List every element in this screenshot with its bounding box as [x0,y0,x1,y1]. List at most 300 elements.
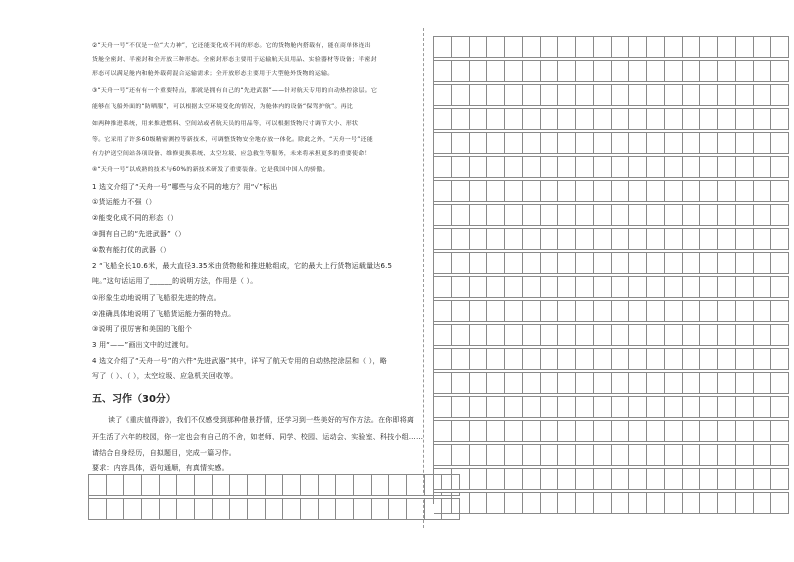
grid-cell[interactable] [576,373,594,394]
grid-cell[interactable] [754,253,772,274]
grid-cell[interactable] [160,475,178,496]
grid-cell[interactable] [612,325,630,346]
grid-cell[interactable] [523,397,541,418]
grid-cell[interactable] [470,109,488,130]
grid-cell[interactable] [434,349,452,370]
grid-cell[interactable] [434,85,452,106]
grid-cell[interactable] [754,397,772,418]
grid-cell[interactable] [523,157,541,178]
grid-cell[interactable] [612,469,630,490]
grid-cell[interactable] [700,37,718,58]
grid-cell[interactable] [683,301,701,322]
grid-cell[interactable] [629,133,647,154]
grid-cell[interactable] [754,301,772,322]
grid-cell[interactable] [754,421,772,442]
grid-cell[interactable] [558,109,576,130]
grid-cell[interactable] [142,499,160,520]
grid-cell[interactable] [771,493,789,514]
grid-cell[interactable] [487,181,505,202]
grid-cell[interactable] [736,373,754,394]
grid-cell[interactable] [452,373,470,394]
writing-grid-left[interactable] [88,474,460,520]
grid-cell[interactable] [470,445,488,466]
grid-cell[interactable] [505,445,523,466]
grid-cell[interactable] [629,325,647,346]
grid-cell[interactable] [523,133,541,154]
grid-cell[interactable] [736,421,754,442]
grid-cell[interactable] [736,37,754,58]
grid-cell[interactable] [487,301,505,322]
grid-cell[interactable] [754,349,772,370]
grid-cell[interactable] [505,109,523,130]
grid-cell[interactable] [487,397,505,418]
grid-cell[interactable] [665,277,683,298]
grid-cell[interactable] [452,61,470,82]
grid-cell[interactable] [470,421,488,442]
grid-cell[interactable] [487,349,505,370]
grid-cell[interactable] [771,421,789,442]
grid-cell[interactable] [629,181,647,202]
grid-cell[interactable] [470,373,488,394]
grid-cell[interactable] [124,475,142,496]
grid-cell[interactable] [736,325,754,346]
grid-cell[interactable] [505,229,523,250]
grid-cell[interactable] [754,325,772,346]
grid-cell[interactable] [771,229,789,250]
grid-cell[interactable] [576,301,594,322]
grid-cell[interactable] [736,277,754,298]
grid-cell[interactable] [594,469,612,490]
grid-cell[interactable] [354,499,372,520]
grid-cell[interactable] [612,61,630,82]
grid-cell[interactable] [771,61,789,82]
grid-cell[interactable] [434,205,452,226]
grid-cell[interactable] [523,181,541,202]
grid-cell[interactable] [665,85,683,106]
grid-cell[interactable] [319,475,337,496]
grid-cell[interactable] [301,475,319,496]
grid-cell[interactable] [683,229,701,250]
grid-cell[interactable] [700,181,718,202]
grid-cell[interactable] [124,499,142,520]
grid-cell[interactable] [718,349,736,370]
grid-cell[interactable] [248,475,266,496]
grid-cell[interactable] [665,61,683,82]
grid-cell[interactable] [576,445,594,466]
grid-cell[interactable] [487,37,505,58]
grid-cell[interactable] [754,61,772,82]
grid-cell[interactable] [452,109,470,130]
grid-cell[interactable] [576,229,594,250]
grid-cell[interactable] [505,373,523,394]
grid-cell[interactable] [718,325,736,346]
grid-cell[interactable] [558,301,576,322]
grid-cell[interactable] [683,61,701,82]
grid-cell[interactable] [683,85,701,106]
grid-cell[interactable] [558,157,576,178]
grid-cell[interactable] [541,493,559,514]
grid-cell[interactable] [523,109,541,130]
grid-cell[interactable] [505,397,523,418]
grid-cell[interactable] [736,301,754,322]
grid-cell[interactable] [389,499,407,520]
grid-cell[interactable] [541,253,559,274]
grid-cell[interactable] [107,475,125,496]
grid-cell[interactable] [523,37,541,58]
grid-cell[interactable] [594,493,612,514]
grid-cell[interactable] [665,181,683,202]
grid-cell[interactable] [177,475,195,496]
grid-cell[interactable] [576,109,594,130]
grid-cell[interactable] [195,499,213,520]
grid-cell[interactable] [665,397,683,418]
grid-cell[interactable] [771,325,789,346]
grid-cell[interactable] [523,229,541,250]
grid-cell[interactable] [434,373,452,394]
grid-cell[interactable] [576,37,594,58]
grid-cell[interactable] [718,205,736,226]
grid-cell[interactable] [452,469,470,490]
grid-cell[interactable] [594,85,612,106]
grid-cell[interactable] [629,469,647,490]
grid-cell[interactable] [558,325,576,346]
grid-cell[interactable] [434,37,452,58]
grid-cell[interactable] [718,37,736,58]
grid-cell[interactable] [558,421,576,442]
grid-cell[interactable] [665,109,683,130]
grid-cell[interactable] [629,277,647,298]
grid-cell[interactable] [576,157,594,178]
grid-cell[interactable] [700,133,718,154]
grid-cell[interactable] [336,475,354,496]
grid-cell[interactable] [700,445,718,466]
grid-cell[interactable] [523,85,541,106]
grid-cell[interactable] [736,181,754,202]
grid-cell[interactable] [576,325,594,346]
grid-cell[interactable] [470,181,488,202]
grid-cell[interactable] [523,277,541,298]
grid-cell[interactable] [558,37,576,58]
grid-cell[interactable] [523,301,541,322]
grid-cell[interactable] [452,349,470,370]
grid-cell[interactable] [594,373,612,394]
grid-cell[interactable] [736,253,754,274]
grid-cell[interactable] [771,301,789,322]
grid-cell[interactable] [718,445,736,466]
grid-cell[interactable] [612,109,630,130]
grid-cell[interactable] [683,469,701,490]
grid-cell[interactable] [718,373,736,394]
grid-cell[interactable] [629,37,647,58]
grid-cell[interactable] [576,469,594,490]
grid-cell[interactable] [576,181,594,202]
grid-cell[interactable] [523,373,541,394]
grid-cell[interactable] [718,85,736,106]
grid-cell[interactable] [594,325,612,346]
grid-cell[interactable] [523,493,541,514]
grid-cell[interactable] [301,499,319,520]
grid-cell[interactable] [505,493,523,514]
grid-cell[interactable] [718,301,736,322]
grid-cell[interactable] [372,475,390,496]
grid-cell[interactable] [629,301,647,322]
grid-cell[interactable] [470,493,488,514]
grid-cell[interactable] [700,253,718,274]
grid-cell[interactable] [230,475,248,496]
grid-cell[interactable] [683,421,701,442]
grid-cell[interactable] [665,37,683,58]
grid-cell[interactable] [505,301,523,322]
grid-cell[interactable] [354,475,372,496]
grid-cell[interactable] [372,499,390,520]
grid-cell[interactable] [700,277,718,298]
grid-cell[interactable] [647,277,665,298]
grid-cell[interactable] [771,37,789,58]
grid-cell[interactable] [700,493,718,514]
grid-cell[interactable] [558,493,576,514]
grid-cell[interactable] [629,445,647,466]
grid-cell[interactable] [470,229,488,250]
grid-cell[interactable] [541,325,559,346]
grid-cell[interactable] [487,229,505,250]
grid-cell[interactable] [487,85,505,106]
grid-cell[interactable] [647,373,665,394]
grid-cell[interactable] [594,349,612,370]
grid-cell[interactable] [665,469,683,490]
grid-cell[interactable] [754,493,772,514]
grid-cell[interactable] [718,277,736,298]
grid-cell[interactable] [89,475,107,496]
grid-cell[interactable] [470,349,488,370]
grid-cell[interactable] [541,421,559,442]
grid-cell[interactable] [647,205,665,226]
grid-cell[interactable] [736,349,754,370]
grid-cell[interactable] [487,445,505,466]
grid-cell[interactable] [718,397,736,418]
grid-cell[interactable] [558,61,576,82]
grid-cell[interactable] [683,397,701,418]
grid-cell[interactable] [754,181,772,202]
grid-cell[interactable] [594,205,612,226]
grid-cell[interactable] [541,205,559,226]
grid-cell[interactable] [505,253,523,274]
grid-cell[interactable] [754,277,772,298]
grid-cell[interactable] [771,109,789,130]
grid-cell[interactable] [576,493,594,514]
grid-cell[interactable] [612,277,630,298]
grid-cell[interactable] [665,421,683,442]
grid-cell[interactable] [718,61,736,82]
grid-cell[interactable] [434,493,452,514]
grid-cell[interactable] [452,397,470,418]
grid-cell[interactable] [434,445,452,466]
grid-cell[interactable] [558,133,576,154]
grid-cell[interactable] [647,109,665,130]
writing-grid-right[interactable] [433,36,789,504]
grid-cell[interactable] [718,229,736,250]
grid-cell[interactable] [576,397,594,418]
grid-cell[interactable] [541,157,559,178]
grid-cell[interactable] [434,253,452,274]
grid-cell[interactable] [230,499,248,520]
grid-cell[interactable] [754,229,772,250]
grid-cell[interactable] [541,37,559,58]
grid-cell[interactable] [470,157,488,178]
grid-cell[interactable] [647,301,665,322]
grid-cell[interactable] [558,445,576,466]
grid-cell[interactable] [612,205,630,226]
grid-cell[interactable] [594,421,612,442]
grid-cell[interactable] [283,475,301,496]
grid-cell[interactable] [718,109,736,130]
grid-cell[interactable] [541,133,559,154]
grid-cell[interactable] [505,421,523,442]
grid-cell[interactable] [283,499,301,520]
grid-cell[interactable] [736,157,754,178]
grid-cell[interactable] [700,301,718,322]
grid-cell[interactable] [736,205,754,226]
grid-cell[interactable] [177,499,195,520]
grid-cell[interactable] [594,157,612,178]
grid-cell[interactable] [700,229,718,250]
grid-cell[interactable] [683,349,701,370]
grid-cell[interactable] [452,229,470,250]
grid-cell[interactable] [248,499,266,520]
grid-cell[interactable] [319,499,337,520]
grid-cell[interactable] [487,109,505,130]
grid-cell[interactable] [505,205,523,226]
grid-cell[interactable] [612,37,630,58]
grid-cell[interactable] [612,229,630,250]
grid-cell[interactable] [213,475,231,496]
grid-cell[interactable] [594,133,612,154]
grid-cell[interactable] [266,499,284,520]
grid-cell[interactable] [612,397,630,418]
grid-cell[interactable] [487,205,505,226]
grid-cell[interactable] [665,325,683,346]
grid-cell[interactable] [523,421,541,442]
grid-cell[interactable] [718,421,736,442]
grid-cell[interactable] [505,85,523,106]
grid-cell[interactable] [700,85,718,106]
grid-cell[interactable] [434,157,452,178]
grid-cell[interactable] [505,61,523,82]
grid-cell[interactable] [487,133,505,154]
grid-cell[interactable] [523,469,541,490]
grid-cell[interactable] [736,85,754,106]
grid-cell[interactable] [541,397,559,418]
grid-cell[interactable] [754,205,772,226]
grid-cell[interactable] [452,157,470,178]
grid-cell[interactable] [487,277,505,298]
grid-cell[interactable] [683,277,701,298]
grid-cell[interactable] [718,469,736,490]
grid-cell[interactable] [647,493,665,514]
grid-cell[interactable] [736,61,754,82]
grid-cell[interactable] [434,133,452,154]
grid-cell[interactable] [612,85,630,106]
grid-cell[interactable] [452,181,470,202]
grid-cell[interactable] [629,61,647,82]
grid-cell[interactable] [771,349,789,370]
grid-cell[interactable] [434,301,452,322]
grid-cell[interactable] [594,181,612,202]
grid-cell[interactable] [505,181,523,202]
grid-cell[interactable] [647,181,665,202]
grid-cell[interactable] [683,205,701,226]
grid-cell[interactable] [434,397,452,418]
grid-cell[interactable] [541,349,559,370]
grid-cell[interactable] [700,349,718,370]
grid-cell[interactable] [700,469,718,490]
grid-cell[interactable] [541,181,559,202]
grid-cell[interactable] [771,157,789,178]
grid-cell[interactable] [470,469,488,490]
grid-cell[interactable] [487,469,505,490]
grid-cell[interactable] [683,181,701,202]
grid-cell[interactable] [470,397,488,418]
grid-cell[interactable] [558,205,576,226]
grid-cell[interactable] [434,61,452,82]
grid-cell[interactable] [558,397,576,418]
grid-cell[interactable] [665,205,683,226]
grid-cell[interactable] [718,493,736,514]
grid-cell[interactable] [541,61,559,82]
grid-cell[interactable] [612,493,630,514]
grid-cell[interactable] [647,253,665,274]
grid-cell[interactable] [700,397,718,418]
grid-cell[interactable] [470,37,488,58]
grid-cell[interactable] [683,493,701,514]
grid-cell[interactable] [558,181,576,202]
grid-cell[interactable] [266,475,284,496]
grid-cell[interactable] [452,37,470,58]
grid-cell[interactable] [470,253,488,274]
grid-cell[interactable] [541,85,559,106]
grid-cell[interactable] [683,253,701,274]
grid-cell[interactable] [407,475,425,496]
grid-cell[interactable] [612,373,630,394]
grid-cell[interactable] [683,325,701,346]
grid-cell[interactable] [665,373,683,394]
grid-cell[interactable] [754,37,772,58]
grid-cell[interactable] [505,277,523,298]
grid-cell[interactable] [771,373,789,394]
grid-cell[interactable] [523,205,541,226]
grid-cell[interactable] [213,499,231,520]
grid-cell[interactable] [754,469,772,490]
grid-cell[interactable] [718,157,736,178]
grid-cell[interactable] [665,301,683,322]
grid-cell[interactable] [665,133,683,154]
grid-cell[interactable] [647,157,665,178]
grid-cell[interactable] [612,421,630,442]
grid-cell[interactable] [647,37,665,58]
grid-cell[interactable] [336,499,354,520]
grid-cell[interactable] [470,205,488,226]
grid-cell[interactable] [736,109,754,130]
grid-cell[interactable] [629,205,647,226]
grid-cell[interactable] [665,157,683,178]
grid-cell[interactable] [647,469,665,490]
grid-cell[interactable] [647,229,665,250]
grid-cell[interactable] [487,325,505,346]
grid-cell[interactable] [647,445,665,466]
grid-cell[interactable] [629,397,647,418]
grid-cell[interactable] [771,277,789,298]
grid-cell[interactable] [541,301,559,322]
grid-cell[interactable] [558,229,576,250]
